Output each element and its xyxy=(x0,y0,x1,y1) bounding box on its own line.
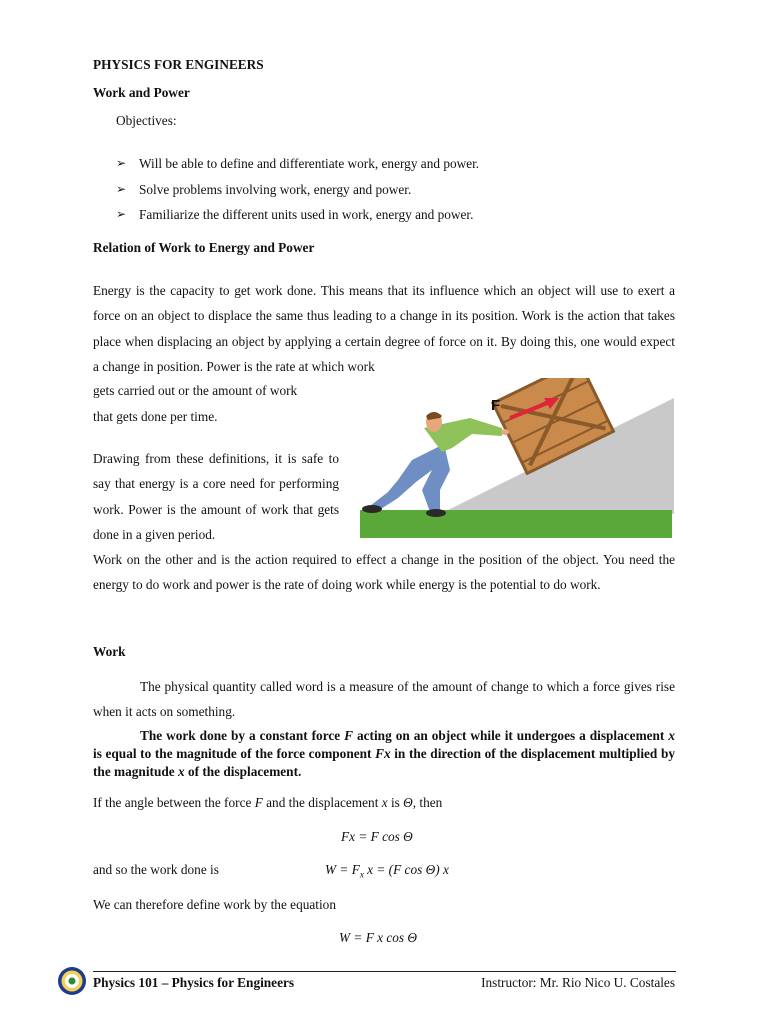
list-item xyxy=(116,177,676,203)
list-item xyxy=(116,202,676,228)
objective-text: Solve problems involving work, energy and power. xyxy=(139,181,412,197)
force-label: F xyxy=(491,397,501,414)
equation-work-expanded: $W = F_x$ x = (F cos Θ) x xyxy=(325,862,449,880)
footer-course: Physics 101 – Physics for Engineers xyxy=(93,975,295,990)
course-title: PHYSICS FOR ENGINEERS xyxy=(93,57,264,72)
paragraph-wrap-line: that gets done per time. xyxy=(93,409,218,424)
ground xyxy=(360,510,672,538)
work-definition: The work done by a constant force F acting on an object while it undergoes a displacement x is equal to the magnitude of the force component Fx in the direction of the displacement multiplied by the magnitude x of the displacement. xyxy=(93,728,675,779)
arrow-bullet-icon: ➢ xyxy=(116,156,127,170)
footer-divider xyxy=(93,971,676,972)
section-heading-work: Work xyxy=(93,644,126,659)
paragraph-definitions: Drawing from these definitions, it is safe to say that energy is a core need for performing work. Power is the amount of work that gets done in a given period. xyxy=(93,451,339,542)
objectives-label: Objectives: xyxy=(116,113,177,128)
equation-work: W = F x cos Θ xyxy=(339,930,418,945)
arrow-bullet-icon: ➢ xyxy=(116,207,127,221)
arrow-bullet-icon: ➢ xyxy=(116,181,127,196)
footer-instructor: Instructor: Mr. Rio Nico U. Costales xyxy=(481,975,675,990)
paragraph-wrap-line: gets carried out or the amount of work xyxy=(93,383,298,398)
objective-text: Will be able to define and differentiate work, energy and power. xyxy=(139,156,480,171)
equation-force-component: Fx = F cos Θ xyxy=(341,829,413,844)
school-seal-icon xyxy=(57,966,87,996)
paragraph-energy: Energy is the capacity to get work done. This means that its influence which an object will use to exert a force on an object to displace the same thus leading to a change in its position. Work is the action that takes place when displacing an object by applying a certain degree of force on it. By doing this, one would expect a change in position. Power is the rate at which work xyxy=(93,283,675,374)
person-pushing-crate-illustration xyxy=(352,378,674,542)
paragraph-work-quantity: The physical quantity called word is a measure of the amount of change to which a force gives rise when it acts on something. xyxy=(93,679,675,720)
angle-sentence: If the angle between the force F and the displacement x is Θ, then xyxy=(93,795,443,810)
objective-text: Familiarize the different units used in work, energy and power. xyxy=(139,207,474,222)
list-item xyxy=(116,151,676,177)
paragraph-work-energy: Work on the other and is the action required to effect a change in the position of the object. You need the energy to do work and power is the rate of doing work while energy is the potential to do work. xyxy=(93,552,675,593)
define-sentence: We can therefore define work by the equation xyxy=(93,897,336,912)
work-done-label: and so the work done is xyxy=(93,862,219,877)
section-heading-relation: Relation of Work to Energy and Power xyxy=(93,240,315,255)
topic-title: Work and Power xyxy=(93,85,190,100)
objectives-list xyxy=(116,151,676,228)
